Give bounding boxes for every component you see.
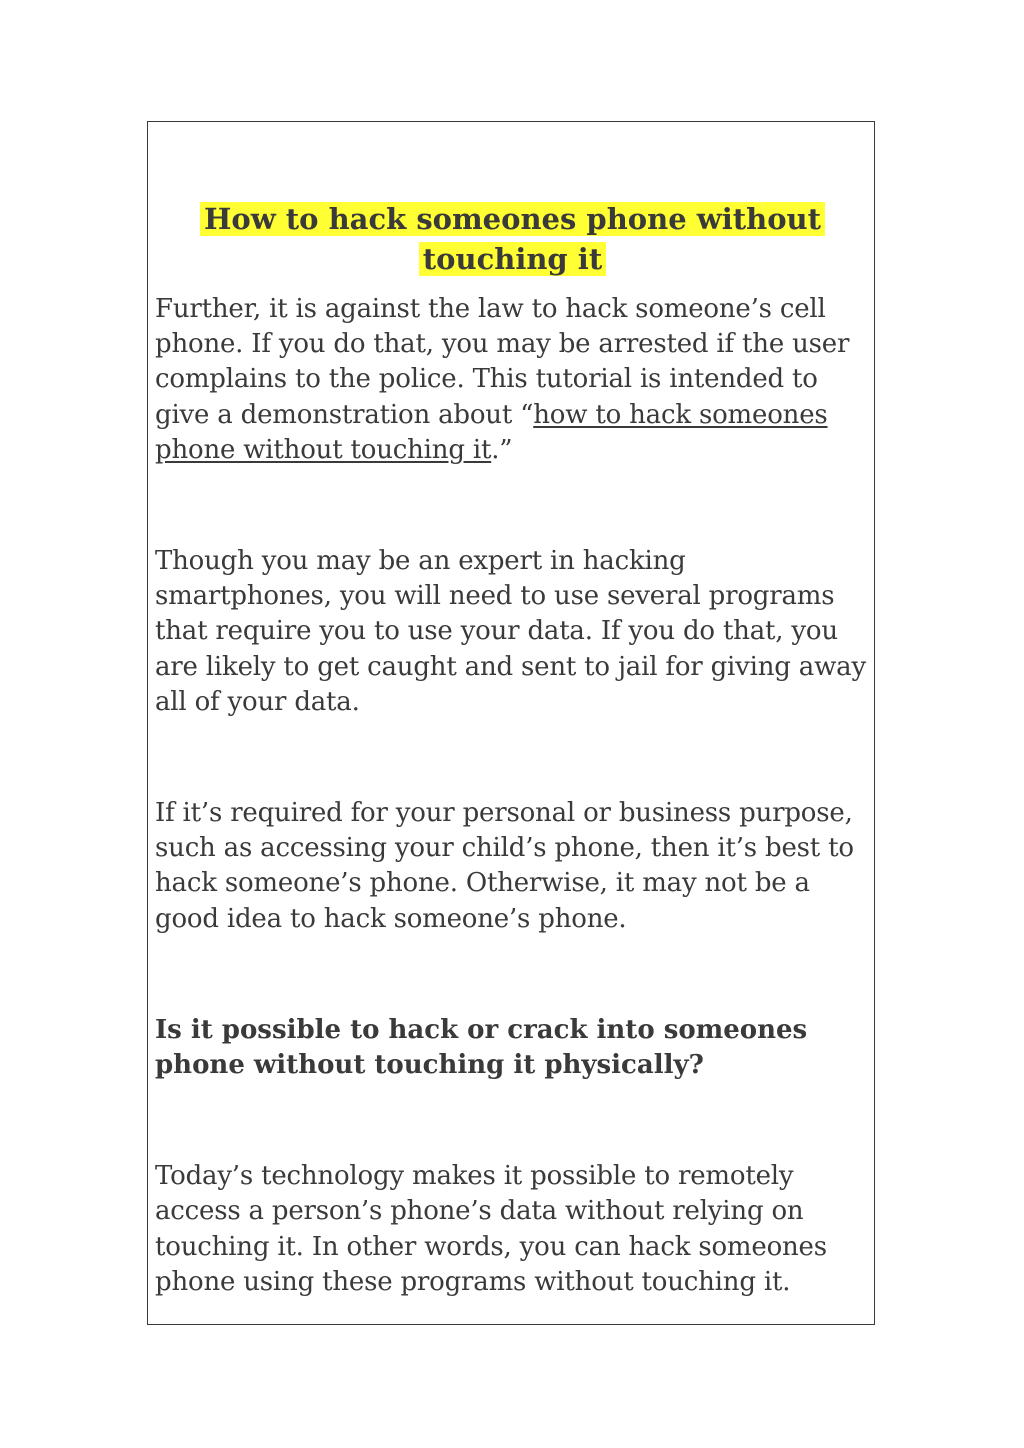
paragraph-4: Today’s technology makes it possible to remotely access a person’s phone’s data without relying on touching it. In other words, you can hack someones phone using these programs without touching it. xyxy=(155,1161,827,1297)
paragraph-spacer xyxy=(155,937,870,1013)
paragraph-1-text: Further, it is against the law to hack someone’s cell phone. If you do that, you may be arrested if the user complains to the police. This tutorial is intended to give a demonstration about “ xyxy=(155,294,850,430)
document-content xyxy=(155,199,870,1300)
paragraph-1-closing: .” xyxy=(491,434,513,465)
page-title xyxy=(155,199,870,279)
title-highlight: How to hack someones phone without touching it xyxy=(200,202,825,276)
paragraph-1 xyxy=(155,292,870,468)
paragraph-spacer xyxy=(155,720,870,796)
paragraph-3: If it’s required for your personal or business purpose, such as accessing your child’s phone, then it’s best to hack someone’s phone. Otherwise, it may not be a good idea to hack someone’s phone. xyxy=(155,798,854,934)
paragraph-spacer xyxy=(155,468,870,544)
section-heading: Is it possible to hack or crack into someones phone without touching it physically? xyxy=(155,1014,808,1081)
paragraph-2: Though you may be an expert in hacking smartphones, you will need to use several programs that require you to use your data. If you do that, you are likely to get caught and sent to jail for giving away all of your data. xyxy=(155,546,866,717)
paragraph-spacer xyxy=(155,1083,870,1159)
how-to-hack-link[interactable]: how to hack someones phone without touching it xyxy=(155,399,828,465)
